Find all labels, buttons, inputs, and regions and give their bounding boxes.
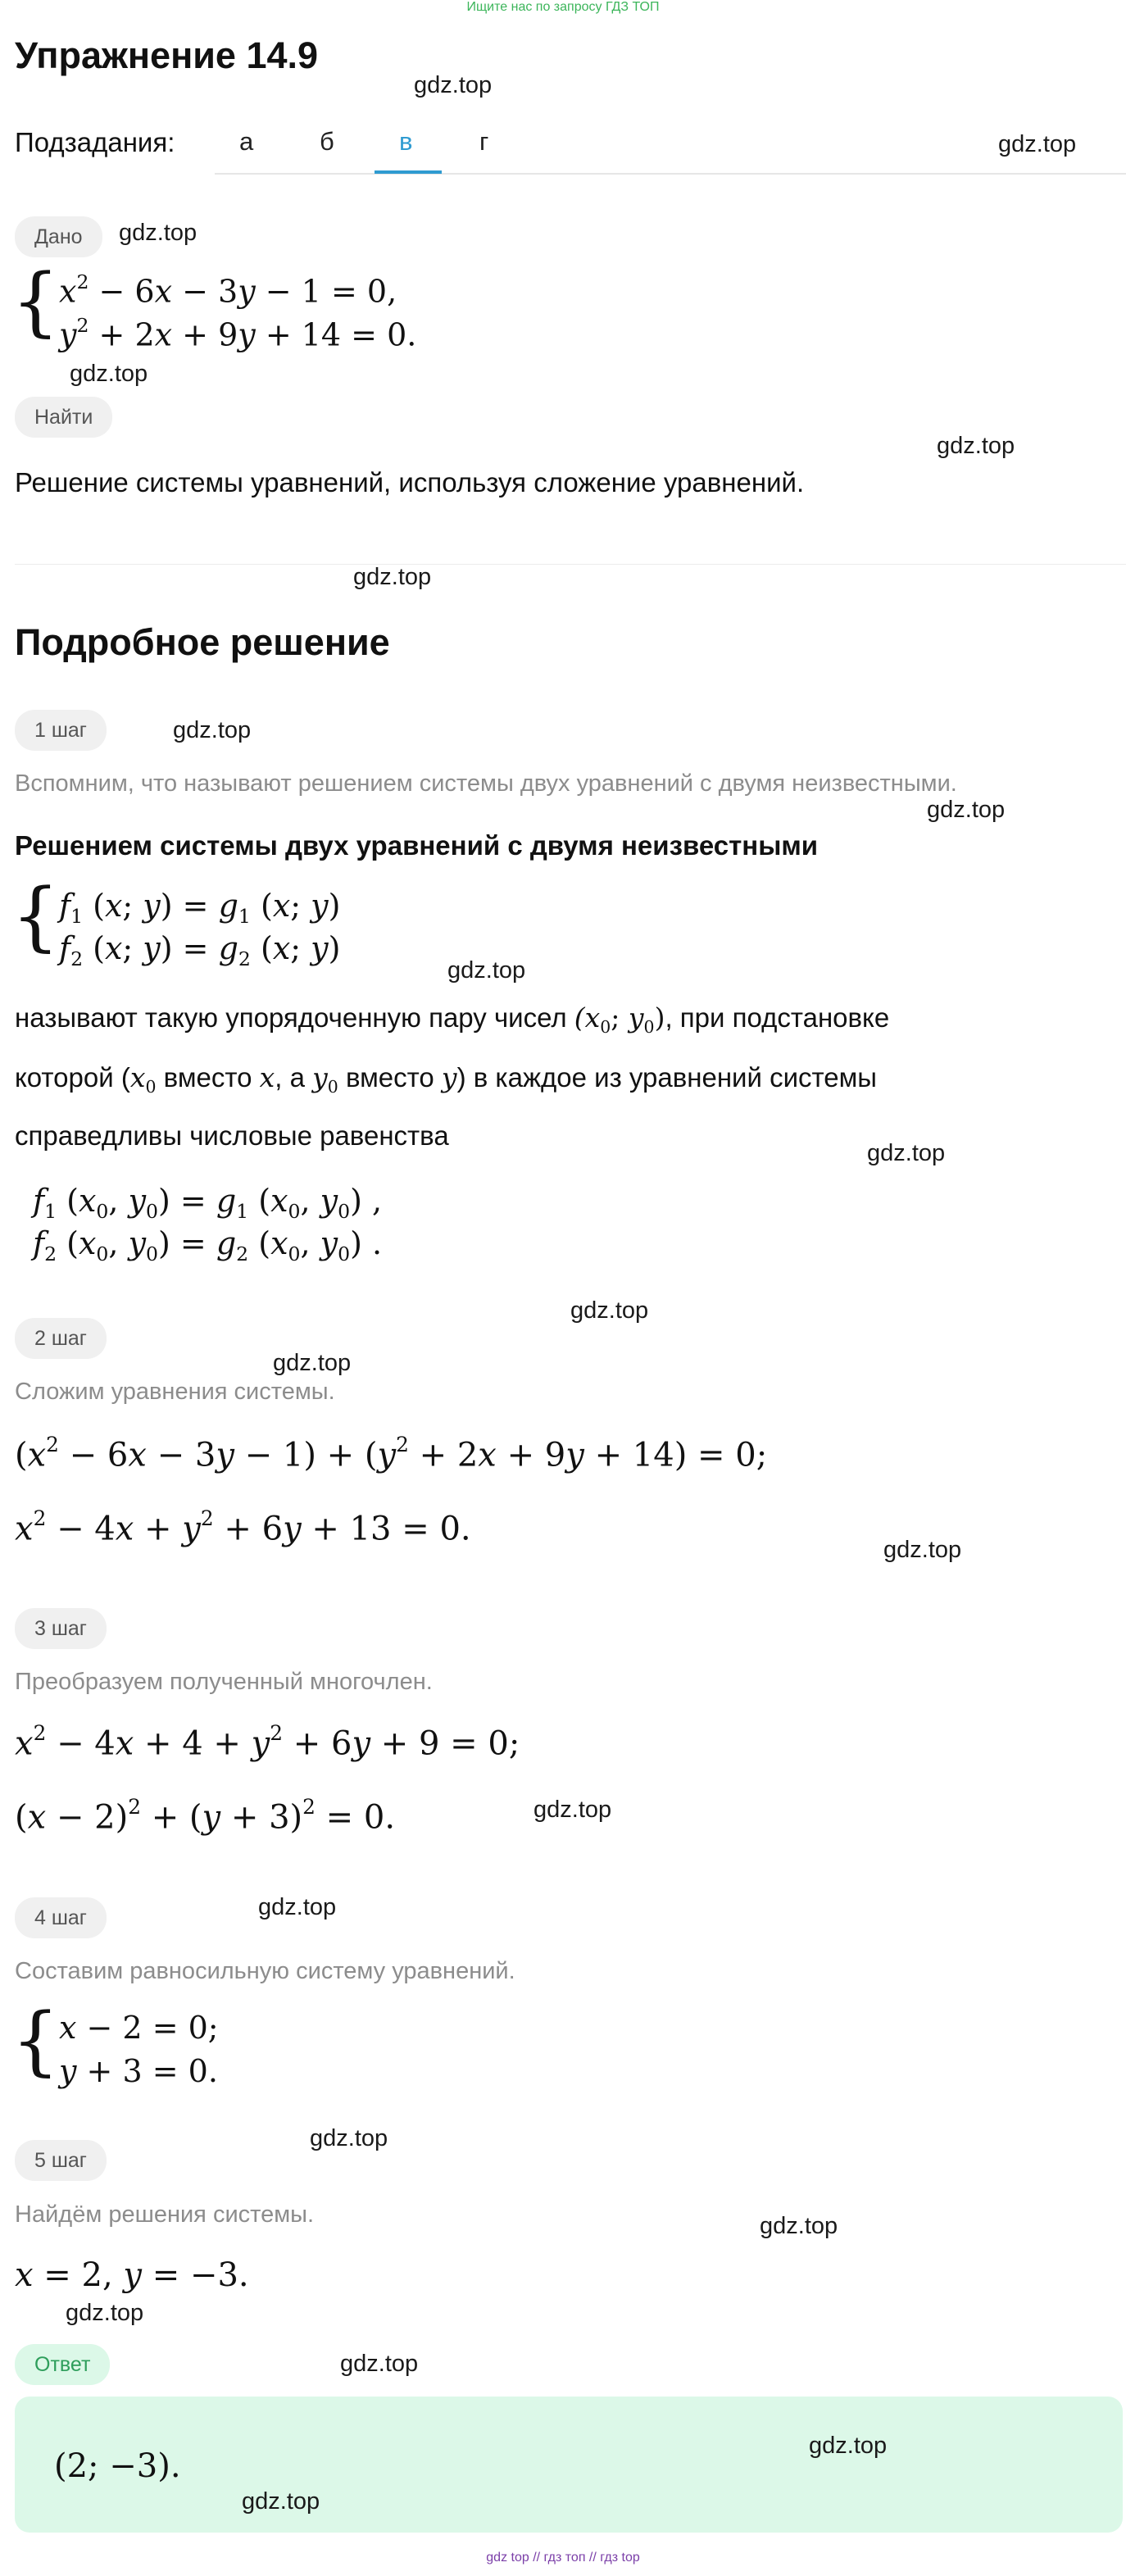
step4-brace: { (11, 1997, 60, 2084)
given-label: Дано (15, 216, 102, 257)
watermark: gdz.top (273, 1350, 352, 1376)
top-banner[interactable]: Ищите нас по запросу ГДЗ ТОП (466, 0, 660, 14)
given-equation-1: $x^2 - 6x - 3y - 1 = 0$, (59, 270, 397, 310)
page-title: Упражнение 14.9 (15, 34, 319, 76)
watermark: gdz.top (173, 717, 252, 743)
section-divider (15, 564, 1126, 565)
watermark: gdz.top (242, 2488, 320, 2515)
step3-equation-2: $(x - 2)^2 + (y + 3)^2 = 0$. (15, 1795, 396, 1837)
watermark: gdz.top (340, 2351, 419, 2377)
step4-label: 4 шаг (15, 1897, 107, 1938)
tab-v[interactable]: в (399, 127, 413, 156)
watermark: gdz.top (927, 797, 1006, 823)
step2-equation-1: $(x^2 - 6x - 3y - 1) + (y^2 + 2x + 9y + 14) = 0$; (15, 1433, 768, 1474)
watermark: gdz.top (867, 1140, 946, 1166)
watermark: gdz.top (353, 564, 432, 590)
step5-intro: Найдём решения системы. (15, 2201, 315, 2228)
step1-bold: Решением системы двух уравнений с двумя неизвестными (15, 830, 819, 861)
watermark: gdz.top (998, 131, 1077, 157)
step3-label: 3 шаг (15, 1608, 107, 1649)
step5-equation: x = 2, y = −3. (15, 2256, 249, 2294)
step3-equation-1: $x^2 - 4x + 4 + y^2 + 6y + 9 = 0$; (15, 1721, 520, 1763)
tab-b[interactable]: б (320, 127, 334, 156)
watermark: gdz.top (937, 433, 1015, 459)
watermark: gdz.top (414, 72, 493, 98)
watermark: gdz.top (66, 2300, 144, 2326)
step1-system-1: $f_1$ (x; $y) = g_1$ (x; y) (59, 888, 341, 929)
step1-brace: { (11, 872, 60, 960)
step1-label: 1 шаг (15, 710, 107, 751)
step1-intro: Вспомним, что называют решением системы двух уравнений с двумя неизвестными. (15, 770, 957, 797)
watermark: gdz.top (310, 2125, 388, 2151)
step2-equation-2: $x^2 - 4x + y^2 + 6y + 13 = 0$. (15, 1506, 471, 1548)
watermark: gdz.top (447, 957, 526, 984)
step2-intro: Сложим уравнения системы. (15, 1379, 335, 1405)
watermark: gdz.top (258, 1894, 337, 1920)
tab-a[interactable]: а (239, 127, 254, 156)
answer-label: Ответ (15, 2344, 110, 2385)
tab-v-active-underline (375, 170, 442, 174)
footer-links[interactable]: gdz top // гдз топ // гдз top (486, 2551, 640, 2565)
solution-heading: Подробное решение (15, 621, 390, 663)
watermark: gdz.top (533, 1797, 612, 1823)
step4-equation-1: x − 2 = 0; (59, 2010, 219, 2046)
step1-system-2: $f_2$ (x; $y) = g_2$ (x; y) (59, 930, 341, 971)
answer-value: (2; −3). (54, 2447, 181, 2485)
step4-equation-2: y + 3 = 0. (59, 2053, 218, 2089)
watermark: gdz.top (883, 1537, 962, 1563)
step1-equality-1: $f_1$ ($x_0$, $y_0) = g_1$ ($x_0$, $y_0$) , (33, 1183, 383, 1224)
watermark: gdz.top (119, 220, 198, 246)
tab-g[interactable]: г (479, 127, 489, 156)
given-brace: { (11, 257, 60, 345)
subtasks-divider (215, 173, 1126, 175)
watermark: gdz.top (70, 361, 148, 387)
answer-box (15, 2397, 1123, 2533)
given-equation-2: $y^2 + 2x + 9y + 14 = 0$. (59, 314, 417, 353)
find-label: Найти (15, 397, 112, 438)
watermark: gdz.top (570, 1297, 649, 1324)
step4-intro: Составим равносильную систему уравнений. (15, 1958, 515, 1984)
step3-intro: Преобразуем полученный многочлен. (15, 1669, 433, 1695)
step2-label: 2 шаг (15, 1318, 107, 1359)
step1-paragraph-1: называют такую упорядоченную пару чисел ($x_0$; $y_0$), при подстановке (15, 1002, 890, 1038)
step1-paragraph-2: которой ($x_0$ вместо x, а $y_0$ вместо y) в каждое из уравнений системы (15, 1061, 878, 1097)
subtasks-label: Подзадания: (15, 127, 175, 157)
watermark: gdz.top (760, 2213, 838, 2239)
watermark: gdz.top (809, 2433, 888, 2459)
step5-label: 5 шаг (15, 2140, 107, 2181)
step1-equality-2: $f_2$ ($x_0$, $y_0) = g_2$ ($x_0$, $y_0$) . (33, 1225, 383, 1266)
step1-paragraph-3: справедливы числовые равенства (15, 1120, 449, 1151)
find-text: Решение системы уравнений, используя сложение уравнений. (15, 467, 805, 497)
